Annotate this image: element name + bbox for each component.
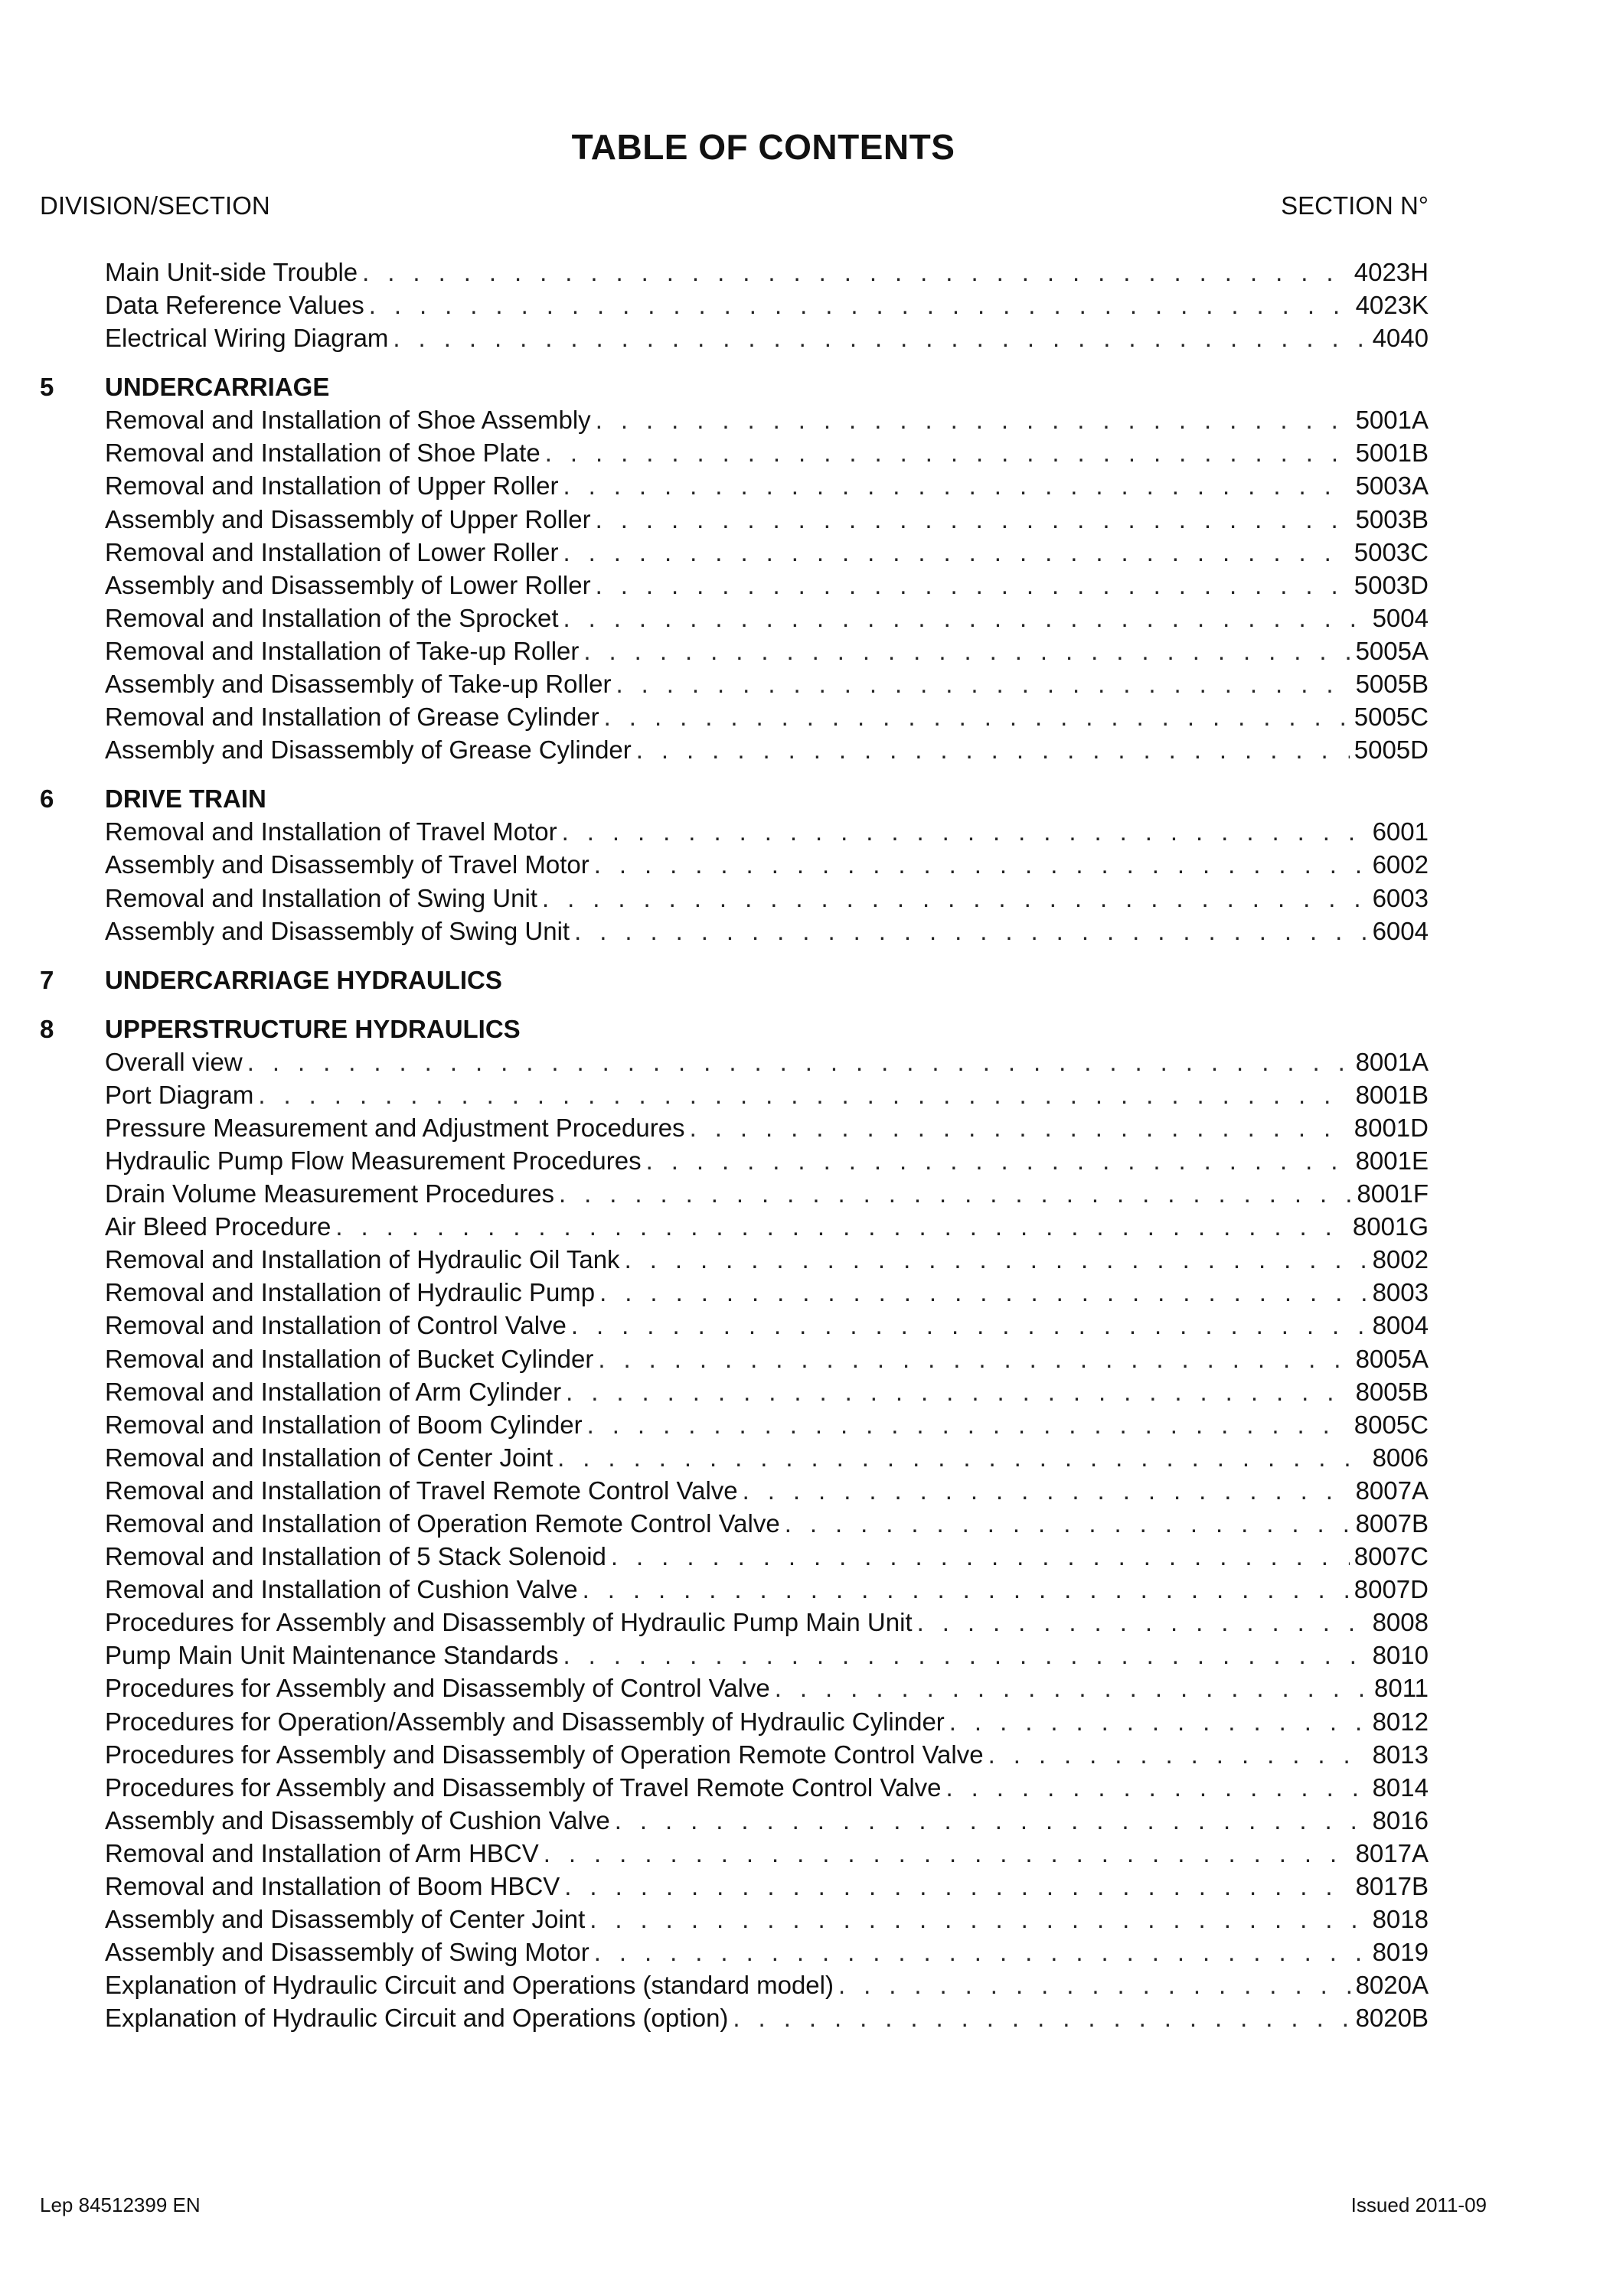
dot-leader [589, 1903, 1367, 1936]
entry-title: Air Bleed Procedure [105, 1212, 331, 1241]
entry-title: Procedures for Assembly and Disassembly of Travel Remote Control Valve [105, 1773, 942, 1802]
dot-leader [594, 848, 1368, 881]
toc-entry [105, 848, 1429, 881]
dot-leader [564, 1870, 1350, 1903]
entry-title: Assembly and Disassembly of Grease Cylinder [105, 735, 632, 765]
entry-section-number: 8007C [1354, 1542, 1429, 1571]
entry-title: Port Diagram [105, 1080, 254, 1109]
entry-section-number: 5001A [1355, 406, 1429, 435]
toc-entry [105, 1276, 1429, 1309]
entry-title: Removal and Installation of Upper Roller [105, 471, 559, 501]
entry-section-number: 8001A [1355, 1047, 1429, 1076]
toc-entry [105, 1111, 1429, 1144]
dot-leader [563, 469, 1350, 502]
division-title: UPPERSTRUCTURE HYDRAULICS [105, 1014, 521, 1043]
entry-title: Pressure Measurement and Adjustment Procedures [105, 1113, 685, 1142]
dot-leader [393, 321, 1367, 354]
division-title: UNDERCARRIAGE HYDRAULICS [105, 965, 502, 994]
entry-title: Assembly and Disassembly of Swing Unit [105, 916, 570, 945]
toc-entry [105, 602, 1429, 634]
entry-section-number: 8007D [1354, 1575, 1429, 1604]
dot-leader [335, 1210, 1348, 1243]
entry-section-number: 5001B [1355, 439, 1429, 468]
toc-entry [105, 1837, 1429, 1870]
entry-section-number: 8005B [1355, 1377, 1429, 1406]
entry-section-number: 8001G [1352, 1212, 1429, 1241]
toc-entry [105, 1408, 1429, 1441]
toc-entry [105, 1342, 1429, 1375]
toc-entry [105, 1968, 1429, 2001]
toc-entry [105, 436, 1429, 469]
entry-section-number: 8001E [1355, 1146, 1429, 1175]
entry-title: Removal and Installation of Hydraulic Oil Tank [105, 1245, 620, 1274]
entry-title: Removal and Installation of Operation Remote Control Valve [105, 1509, 780, 1538]
entry-title: Removal and Installation of Take-up Roller [105, 636, 580, 665]
division-section-header: DIVISION/SECTION [40, 191, 270, 220]
entry-title: Removal and Installation of the Sprocket [105, 603, 559, 632]
toc-entry [105, 536, 1429, 569]
entry-title: Removal and Installation of Grease Cylinder [105, 703, 599, 732]
toc-entry [105, 1671, 1429, 1704]
toc-entry [105, 1573, 1429, 1606]
toc-division [0, 964, 1623, 996]
entry-section-number: 8020A [1355, 1971, 1429, 2000]
entry-title: Assembly and Disassembly of Upper Roller [105, 504, 591, 533]
division-number: 6 [40, 784, 54, 814]
toc-entry [105, 1441, 1429, 1474]
entry-section-number: 5005D [1354, 735, 1429, 765]
entry-section-number: 8001B [1355, 1080, 1429, 1109]
dot-leader [646, 1144, 1351, 1177]
toc-entry [105, 882, 1429, 915]
entry-section-number: 6001 [1372, 817, 1429, 846]
entry-section-number: 8005A [1355, 1344, 1429, 1373]
dot-leader [625, 1243, 1368, 1276]
toc-entry [105, 634, 1429, 667]
toc-entry [105, 1243, 1429, 1276]
entry-title: Procedures for Assembly and Disassembly of Control Valve [105, 1674, 770, 1703]
entry-section-number: 5003C [1354, 537, 1429, 566]
toc-division [0, 1013, 1623, 2035]
dot-leader [743, 1474, 1351, 1507]
entry-title: Removal and Installation of Boom HBCV [105, 1872, 560, 1901]
division-heading [0, 1013, 1623, 1045]
dot-leader [611, 1540, 1350, 1573]
entry-section-number: 5003D [1354, 570, 1429, 599]
entry-title: Overall view [105, 1047, 243, 1076]
entry-section-number: 5004 [1372, 603, 1429, 632]
dot-leader [949, 1705, 1368, 1738]
entry-title: Removal and Installation of Shoe Plate [105, 439, 540, 468]
entry-section-number: 8010 [1372, 1641, 1429, 1670]
entry-title: Procedures for Assembly and Disassembly of Hydraulic Pump Main Unit [105, 1608, 913, 1637]
toc-entry [105, 1936, 1429, 1968]
dot-leader [563, 602, 1368, 634]
toc-entry [105, 1705, 1429, 1738]
division-title: UNDERCARRIAGE [105, 373, 330, 402]
entry-section-number: 8011 [1374, 1674, 1429, 1703]
entry-title: Explanation of Hydraulic Circuit and Operations (option) [105, 2004, 729, 2033]
dot-leader [544, 1837, 1351, 1870]
dot-leader [369, 289, 1351, 321]
entry-section-number: 8001F [1357, 1179, 1429, 1208]
dot-leader [563, 536, 1349, 569]
entry-title: Removal and Installation of 5 Stack Solenoid [105, 1542, 606, 1571]
toc-entry [105, 403, 1429, 436]
dot-leader [917, 1606, 1368, 1639]
division-number: 8 [40, 1014, 54, 1043]
entry-section-number: 5005C [1354, 703, 1429, 732]
entry-title: Removal and Installation of Swing Unit [105, 883, 537, 912]
entry-title: Assembly and Disassembly of Swing Motor [105, 1938, 589, 1967]
toc-entry [105, 1540, 1429, 1573]
entry-title: Hydraulic Pump Flow Measurement Procedures [105, 1146, 642, 1175]
dot-leader [247, 1045, 1351, 1078]
dot-leader [562, 815, 1368, 848]
dot-leader [775, 1671, 1370, 1704]
entry-title: Electrical Wiring Diagram [105, 324, 389, 353]
toc-entry [105, 1903, 1429, 1936]
entry-section-number: 8013 [1372, 1740, 1429, 1769]
entry-title: Removal and Installation of Arm HBCV [105, 1838, 539, 1867]
dot-leader [542, 882, 1368, 915]
dot-leader [838, 1968, 1351, 2001]
entry-title: Assembly and Disassembly of Take-up Roller [105, 670, 612, 699]
dot-leader [594, 1936, 1368, 1968]
toc-entry [105, 1210, 1429, 1243]
dot-leader [616, 667, 1351, 700]
dot-leader [587, 1408, 1350, 1441]
dot-leader [733, 2001, 1350, 2034]
entry-section-number: 5005B [1355, 670, 1429, 699]
dot-leader [258, 1078, 1350, 1111]
table-of-contents [0, 256, 1623, 2035]
toc-entry [105, 256, 1429, 289]
dot-leader [988, 1738, 1368, 1771]
toc-entry [105, 1738, 1429, 1771]
dot-leader [785, 1507, 1351, 1540]
entry-title: Procedures for Operation/Assembly and Disassembly of Hydraulic Cylinder [105, 1707, 945, 1736]
dot-leader [559, 1177, 1352, 1210]
toc-entry [105, 321, 1429, 354]
dot-leader [583, 1573, 1350, 1606]
toc-entry [105, 915, 1429, 947]
entry-title: Removal and Installation of Control Valve [105, 1311, 567, 1340]
toc-entry [105, 1771, 1429, 1804]
dot-leader [362, 256, 1350, 289]
issue-date: Issued 2011-09 [1350, 2193, 1487, 2216]
dot-leader [946, 1771, 1368, 1804]
entry-section-number: 8012 [1372, 1707, 1429, 1736]
entry-section-number: 5003B [1355, 504, 1429, 533]
toc-entry [105, 1309, 1429, 1342]
toc-entry [105, 1507, 1429, 1540]
entry-title: Removal and Installation of Lower Roller [105, 537, 559, 566]
division-heading [0, 964, 1623, 996]
entry-title: Assembly and Disassembly of Center Joint [105, 1905, 586, 1934]
entry-title: Pump Main Unit Maintenance Standards [105, 1641, 559, 1670]
section-number-header: SECTION N° [1281, 191, 1429, 220]
entry-section-number: 6004 [1372, 916, 1429, 945]
entry-section-number: 8016 [1372, 1805, 1429, 1835]
toc-entry [105, 700, 1429, 733]
toc-entry [105, 1639, 1429, 1671]
entry-title: Removal and Installation of Hydraulic Pump [105, 1278, 596, 1307]
toc-entry [105, 503, 1429, 536]
entry-title: Removal and Installation of Arm Cylinder [105, 1377, 562, 1406]
toc-entry [105, 2001, 1429, 2034]
toc-division [0, 256, 1623, 354]
entry-title: Assembly and Disassembly of Cushion Valve [105, 1805, 610, 1835]
dot-leader [596, 503, 1351, 536]
toc-entry [105, 1045, 1429, 1078]
entry-title: Assembly and Disassembly of Travel Motor [105, 850, 589, 879]
entry-section-number: 6002 [1372, 850, 1429, 879]
entry-title: Removal and Installation of Center Joint [105, 1443, 554, 1472]
entry-section-number: 8014 [1372, 1773, 1429, 1802]
division-heading [0, 370, 1623, 403]
toc-division [0, 370, 1623, 766]
entry-section-number: 4040 [1372, 324, 1429, 353]
dot-leader [636, 733, 1350, 766]
dot-leader [574, 915, 1368, 947]
entry-section-number: 5005A [1355, 636, 1429, 665]
page-title: TABLE OF CONTENTS [571, 127, 955, 167]
entry-title: Removal and Installation of Bucket Cylinder [105, 1344, 594, 1373]
toc-entry [105, 1804, 1429, 1837]
entry-section-number: 8017A [1355, 1838, 1429, 1867]
entry-section-number: 6003 [1372, 883, 1429, 912]
dot-leader [563, 1639, 1368, 1671]
entry-section-number: 8001D [1354, 1113, 1429, 1142]
division-title: DRIVE TRAIN [105, 784, 266, 814]
toc-entry [105, 667, 1429, 700]
entry-section-number: 8006 [1372, 1443, 1429, 1472]
dot-leader [598, 1342, 1350, 1375]
toc-entry [105, 1078, 1429, 1111]
entry-title: Removal and Installation of Boom Cylinder [105, 1410, 583, 1439]
entry-title: Removal and Installation of Travel Remote Control Valve [105, 1476, 738, 1505]
entry-section-number: 8005C [1354, 1410, 1429, 1439]
dot-leader [545, 436, 1351, 469]
toc-entry [105, 1144, 1429, 1177]
toc-entry [105, 1177, 1429, 1210]
toc-division [0, 782, 1623, 947]
entry-title: Main Unit-side Trouble [105, 258, 358, 286]
dot-leader [615, 1804, 1368, 1837]
dot-leader [604, 700, 1350, 733]
entry-title: Removal and Installation of Cushion Valve [105, 1575, 578, 1604]
entry-title: Procedures for Assembly and Disassembly of Operation Remote Control Valve [105, 1740, 984, 1769]
document-reference: Lep 84512399 EN [40, 2193, 201, 2216]
toc-entry [105, 1375, 1429, 1408]
division-number: 7 [40, 965, 54, 994]
entry-section-number: 8018 [1372, 1905, 1429, 1934]
toc-entry [105, 1474, 1429, 1507]
entry-title: Explanation of Hydraulic Circuit and Operations (standard model) [105, 1971, 834, 2000]
entry-section-number: 4023K [1355, 291, 1429, 320]
entry-section-number: 8007A [1355, 1476, 1429, 1505]
dot-leader [583, 634, 1350, 667]
entry-title: Drain Volume Measurement Procedures [105, 1179, 554, 1208]
entry-section-number: 8004 [1372, 1311, 1429, 1340]
division-number: 5 [40, 373, 54, 402]
toc-entry [105, 289, 1429, 321]
entry-section-number: 5003A [1355, 471, 1429, 501]
toc-entry [105, 1606, 1429, 1639]
entry-section-number: 8008 [1372, 1608, 1429, 1637]
entry-section-number: 4023H [1354, 258, 1429, 286]
dot-leader [599, 1276, 1367, 1309]
toc-entry [105, 733, 1429, 766]
division-heading [0, 782, 1623, 815]
entry-title: Removal and Installation of Travel Motor [105, 817, 557, 846]
entry-title: Data Reference Values [105, 291, 364, 320]
entry-section-number: 8017B [1355, 1872, 1429, 1901]
dot-leader [596, 403, 1351, 436]
dot-leader [690, 1111, 1350, 1144]
dot-leader [566, 1375, 1350, 1408]
dot-leader [557, 1441, 1367, 1474]
entry-section-number: 8003 [1372, 1278, 1429, 1307]
toc-entry [105, 1870, 1429, 1903]
dot-leader [596, 569, 1350, 602]
entry-title: Assembly and Disassembly of Lower Roller [105, 570, 591, 599]
entry-section-number: 8020B [1355, 2004, 1429, 2033]
toc-entry [105, 469, 1429, 502]
entry-section-number: 8019 [1372, 1938, 1429, 1967]
toc-entry [105, 815, 1429, 848]
dot-leader [571, 1309, 1368, 1342]
entry-title: Removal and Installation of Shoe Assembly [105, 406, 591, 435]
entry-section-number: 8002 [1372, 1245, 1429, 1274]
toc-entry [105, 569, 1429, 602]
entry-section-number: 8007B [1355, 1509, 1429, 1538]
